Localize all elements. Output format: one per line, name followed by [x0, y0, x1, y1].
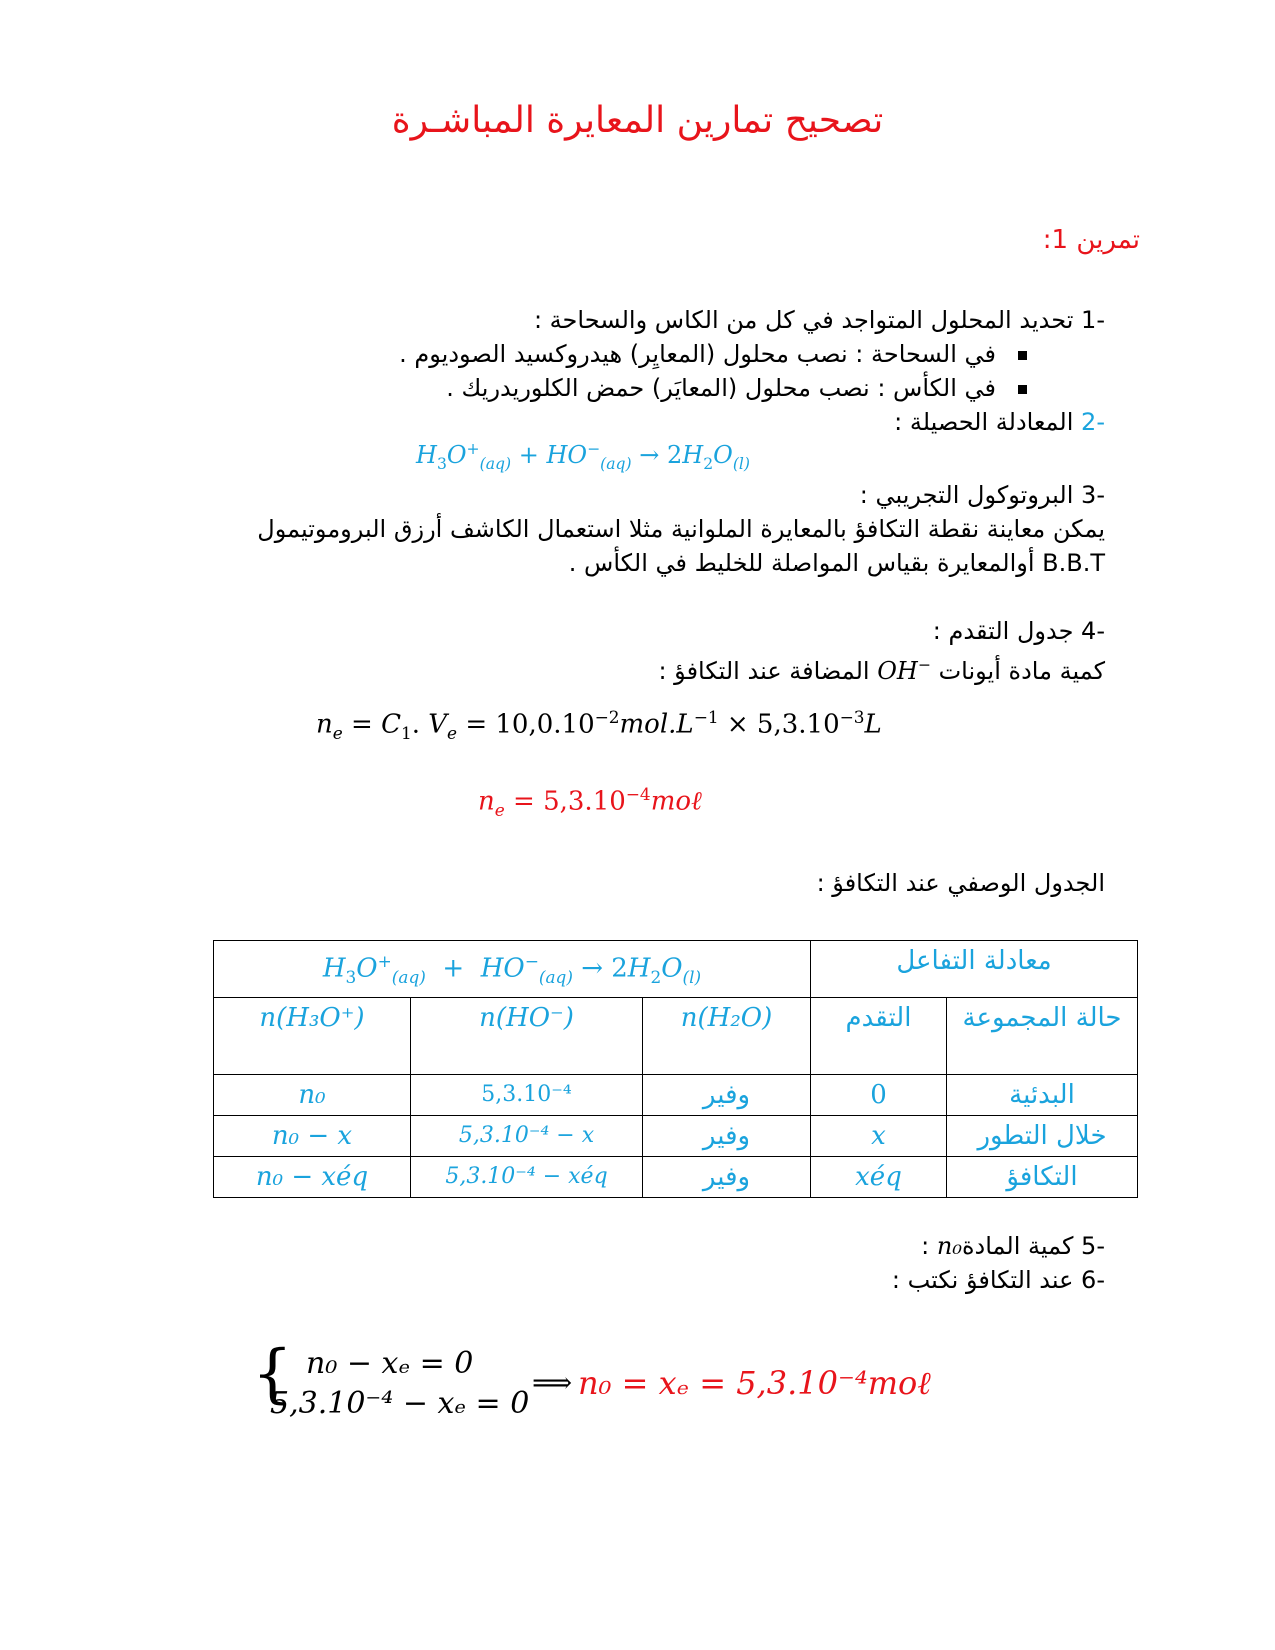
table-header-row — [214, 941, 1138, 998]
cell-adv: x — [811, 1115, 947, 1156]
question-text: تحديد المحلول المتواجد في كل من الكاس والسحاحة : — [533, 306, 1074, 334]
col-h2o: n(H₂O) — [643, 997, 811, 1074]
question-text: عند التكافؤ نكتب : — [891, 1266, 1074, 1294]
ion-quantity-line: كمية مادة أيونات OH− المضافة عند التكافؤ : — [658, 656, 1105, 685]
cell-ho: 5,3.10⁻⁴ − xéq — [411, 1156, 643, 1197]
protocol-line-1: يمكن معاينة نقطة التكافؤ بالمعايرة الملوانية مثلا استعمال الكاشف أرزق البروموتيمول — [257, 515, 1105, 543]
cell-state: التكافؤ — [947, 1156, 1138, 1197]
cell-h3o: n₀ — [214, 1074, 411, 1115]
question-3 — [860, 478, 1105, 512]
cell-state: خلال التطور — [947, 1115, 1138, 1156]
bullet-item — [399, 337, 1027, 371]
exercise-heading: تمرين 1: — [1042, 225, 1140, 255]
question-5: -5 كمية المادةn₀ : — [921, 1232, 1105, 1260]
system-brace-icon: { — [252, 1337, 293, 1411]
bullet-item — [446, 371, 1027, 405]
question-1 — [534, 303, 1105, 337]
col-state: حالة المجموعة — [947, 997, 1138, 1074]
col-ho: n(HO⁻) — [411, 997, 643, 1074]
cell-ho: 5,3.10⁻⁴ — [411, 1074, 643, 1115]
bullet-icon — [1018, 351, 1027, 360]
question-number: -5 — [1081, 1232, 1105, 1260]
bullet-text: في الكأس : نصب محلول (المعايَر) حمض الكلوريدريك . — [446, 374, 996, 402]
question-text: كمية المادة — [961, 1232, 1074, 1260]
cell-h3o: n₀ − xéq — [214, 1156, 411, 1197]
question-text: البروتوكول التجريبي : — [859, 481, 1074, 509]
cell-h2o: وفير — [643, 1074, 811, 1115]
cell-h2o: وفير — [643, 1115, 811, 1156]
table-equation-cell: $H_3O^+_{(aq)} + HO^-_{(aq)} \to 2H_2O_{(l)}$ — [214, 941, 811, 998]
system-result: n₀ = xₑ = 5,3.10⁻⁴moℓ — [578, 1364, 931, 1402]
system-line-2: 5,3.10⁻⁴ − xₑ = 0 — [270, 1386, 530, 1421]
protocol-line-2: B.B.T أوالمعايرة بقياس المواصلة للخليط في الكأس . — [568, 549, 1105, 577]
cell-adv: xéq — [811, 1156, 947, 1197]
ion-formula: OH− — [877, 656, 931, 685]
progress-table — [213, 940, 1138, 1198]
table-eq-label: معادلة التفاعل — [811, 941, 1138, 998]
cell-h3o: n₀ − x — [214, 1115, 411, 1156]
cell-h2o: وفير — [643, 1156, 811, 1197]
table-caption: الجدول الوصفي عند التكافؤ : — [816, 869, 1105, 897]
table-row — [214, 1074, 1138, 1115]
bullet-icon — [1018, 385, 1027, 394]
table-row — [214, 1115, 1138, 1156]
table-row — [214, 1156, 1138, 1197]
reaction-equation: $H_3O^+_{(aq)} + HO^-_{(aq)} \to 2H_2O_{(l)}$ — [416, 440, 750, 473]
cell-adv: 0 — [811, 1074, 947, 1115]
question-text: المعادلة الحصيلة : — [894, 408, 1074, 436]
question-number: -6 — [1081, 1266, 1105, 1294]
question-number: -3 — [1081, 481, 1105, 509]
question-4 — [933, 614, 1105, 648]
question-2 — [894, 405, 1105, 439]
system-line-1: n₀ − xₑ = 0 — [306, 1346, 474, 1381]
implies-icon: ⟹ — [532, 1366, 573, 1399]
question-number: -4 — [1081, 617, 1105, 645]
calc-ne-result: $n_e$ = $5,3.10^{-4}mo\ell$ — [478, 784, 702, 820]
question-6 — [892, 1263, 1105, 1297]
question-text: جدول التقدم : — [932, 617, 1074, 645]
bullet-text: في السحاحة : نصب محلول (المعايِر) هيدروكسيد الصوديوم . — [399, 340, 996, 368]
col-h3o: n(H₃O⁺) — [214, 997, 411, 1074]
calc-ne-formula: $n_e = C_1$. $V_e = 10,0.10^{-2}mol.L^{-1} \times 5,3.10^{-3}L$ — [316, 707, 882, 743]
cell-state: البدئية — [947, 1074, 1138, 1115]
question-number: -1 — [1081, 306, 1105, 334]
cell-ho: 5,3.10⁻⁴ − x — [411, 1115, 643, 1156]
page-title: تصحيح تمارين المعايرة المباشـرة — [391, 100, 884, 141]
col-advancement: التقدم — [811, 997, 947, 1074]
question-number: -2 — [1081, 408, 1105, 436]
table-subheader-row — [214, 997, 1138, 1074]
